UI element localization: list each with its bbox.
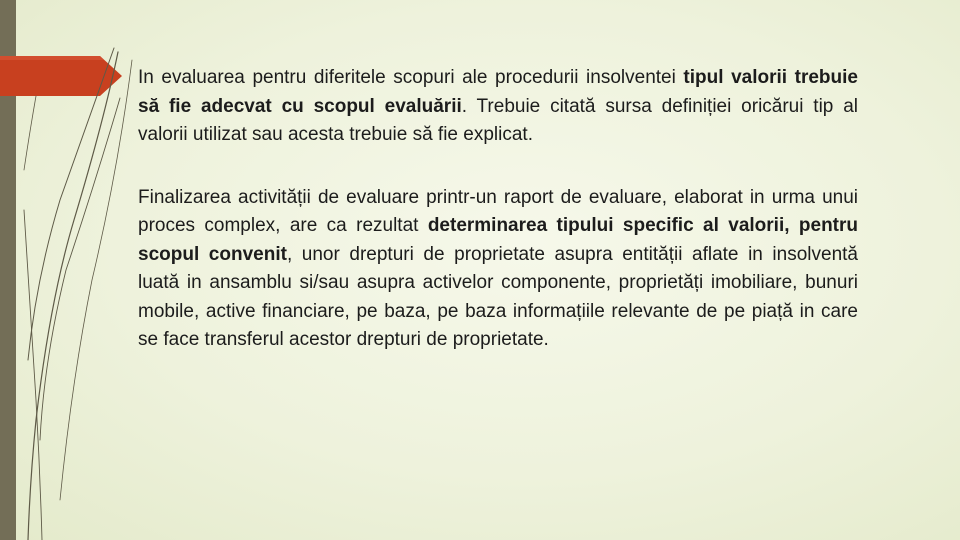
paragraph-2-bold-text: determinarea tipului specific al valorii, pentru scopul convenit [138, 215, 858, 265]
content-area [138, 64, 858, 355]
paragraph-2 [138, 184, 858, 355]
paragraph-2-text-end: , unor drepturi de proprietate asupra entității aflate in insolventă luată in ansamblu si/sau asupra activelor componente, proprietăți imobiliare, bunuri mobile, active financiare, pe baza, pe baza informațiile relevante de pe piață in care se face transferul acestor drepturi de proprietate. [138, 243, 858, 350]
paragraph-2-text: Finalizarea activității de evaluare printr-un raport de evaluare, elaborat in urma unui proces complex, are ca rezultat [138, 186, 858, 236]
paragraph-1-bold-text: tipul valorii trebuie să fie adecvat cu scopul evaluării [138, 67, 858, 117]
paragraph-1-text-end: . Trebuie citată sursa definiției oricărui tip al valorii utilizat sau acesta trebuie să fie explicat. [138, 95, 858, 145]
paragraph-1 [138, 64, 858, 150]
paragraph-1-text: In evaluarea pentru diferitele scopuri ale procedurii insolventei [138, 67, 684, 88]
